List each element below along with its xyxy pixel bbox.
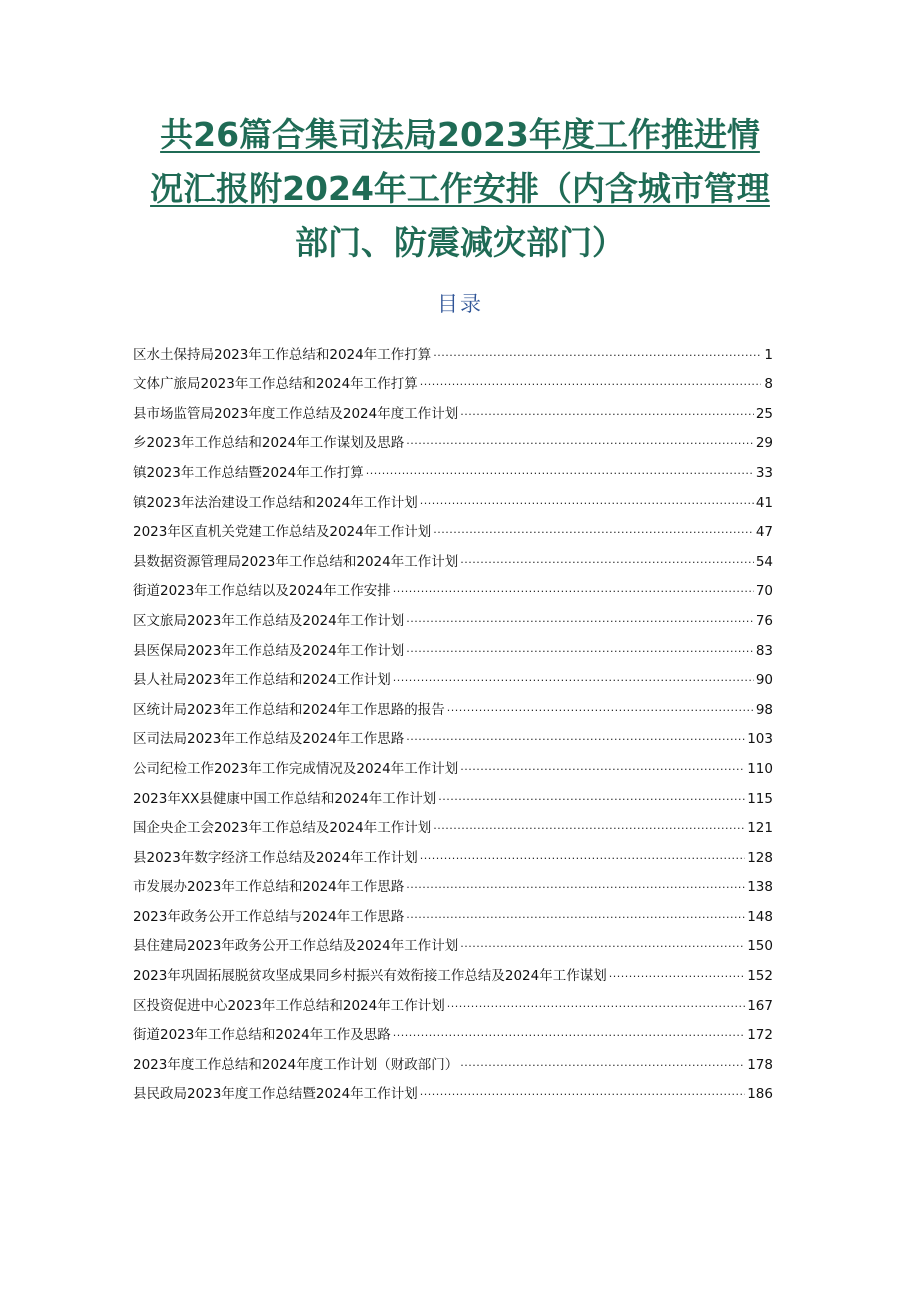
title-line-2: 况汇报附2024年工作安排（内含城市管理 — [150, 169, 770, 208]
toc-entry[interactable] — [133, 659, 773, 689]
toc-entry-title: 公司纪检工作2023年工作完成情况及2024年工作计划 — [133, 760, 459, 777]
toc-entry-title: 区司法局2023年工作总结及2024年工作思路 — [133, 731, 405, 748]
toc-entry[interactable] — [133, 777, 773, 807]
toc-leader-dots — [447, 699, 754, 717]
toc-entry[interactable] — [133, 747, 773, 777]
toc-entry[interactable] — [133, 866, 773, 896]
toc-entry-page-number: 25 — [755, 405, 773, 422]
toc-entry-page-number: 1 — [764, 346, 773, 363]
toc-entry-page-number: 167 — [747, 997, 773, 1014]
toc-entry-title: 乡2023年工作总结和2024年工作谋划及思路 — [133, 435, 405, 452]
toc-entry[interactable] — [133, 1014, 773, 1044]
toc-entry[interactable] — [133, 481, 773, 511]
toc-entry-title: 街道2023年工作总结以及2024年工作安排 — [133, 583, 391, 600]
toc-leader-dots — [420, 1083, 746, 1101]
toc-entry-page-number: 76 — [755, 612, 773, 629]
toc-entry[interactable] — [133, 718, 773, 748]
toc-leader-dots — [460, 935, 745, 953]
toc-entry[interactable] — [133, 540, 773, 570]
toc-leader-dots — [406, 610, 754, 628]
title-line-1: 共26篇合集司法局2023年度工作推进情 — [160, 115, 760, 154]
toc-entry[interactable] — [133, 333, 773, 363]
toc-entry[interactable] — [133, 363, 773, 393]
toc-entry-page-number: 70 — [755, 583, 773, 600]
toc-entry[interactable] — [133, 511, 773, 541]
toc-entry-title: 县2023年数字经济工作总结及2024年工作计划 — [133, 849, 418, 866]
toc-entry-page-number: 148 — [747, 908, 773, 925]
toc-entry-page-number: 128 — [747, 849, 773, 866]
toc-leader-dots — [393, 669, 754, 687]
toc-entry-title: 市发展办2023年工作总结和2024年工作思路 — [133, 879, 405, 896]
toc-leader-dots — [609, 965, 746, 983]
toc-leader-dots — [366, 462, 754, 480]
toc-entry-title: 2023年XX县健康中国工作总结和2024年工作计划 — [133, 790, 437, 807]
toc-leader-dots — [406, 432, 754, 450]
toc-entry[interactable] — [133, 422, 773, 452]
toc-entry-title: 2023年度工作总结和2024年度工作计划（财政部门） — [133, 1056, 459, 1073]
toc-entry[interactable] — [133, 807, 773, 837]
toc-leader-dots — [393, 580, 754, 598]
toc-leader-dots — [460, 758, 745, 776]
toc-entry-page-number: 54 — [755, 553, 773, 570]
toc-entry[interactable] — [133, 984, 773, 1014]
toc-leader-dots — [433, 344, 761, 362]
toc-entry-title: 区投资促进中心2023年工作总结和2024年工作计划 — [133, 997, 445, 1014]
toc-leader-dots — [406, 876, 745, 894]
toc-leader-dots — [433, 817, 745, 835]
toc-entry[interactable] — [133, 599, 773, 629]
toc-entry-title: 县医保局2023年工作总结及2024年工作计划 — [133, 642, 405, 659]
toc-entry-page-number: 172 — [747, 1027, 773, 1044]
toc-entry-page-number: 103 — [747, 731, 773, 748]
toc-entry-title: 2023年区直机关党建工作总结及2024年工作计划 — [133, 524, 432, 541]
toc-entry-page-number: 150 — [747, 938, 773, 955]
toc-entry-title: 县人社局2023年工作总结和2024工作计划 — [133, 672, 391, 689]
toc-entry-page-number: 47 — [755, 524, 773, 541]
toc-leader-dots — [420, 847, 746, 865]
toc-entry[interactable] — [133, 836, 773, 866]
toc-entry[interactable] — [133, 954, 773, 984]
toc-leader-dots — [460, 551, 754, 569]
document-title — [130, 108, 790, 270]
toc-entry-page-number: 83 — [755, 642, 773, 659]
toc-entry[interactable] — [133, 688, 773, 718]
toc-entry-title: 县住建局2023年政务公开工作总结及2024年工作计划 — [133, 938, 459, 955]
toc-entry[interactable] — [133, 392, 773, 422]
toc-entry[interactable] — [133, 1073, 773, 1103]
toc-leader-dots — [406, 728, 745, 746]
toc-entry-page-number: 90 — [755, 672, 773, 689]
toc-entry-title: 县数据资源管理局2023年工作总结和2024年工作计划 — [133, 553, 459, 570]
toc-entry-title: 区统计局2023年工作总结和2024年工作思路的报告 — [133, 701, 445, 718]
toc-leader-dots — [460, 1054, 745, 1072]
toc-entry-page-number: 29 — [755, 435, 773, 452]
toc-leader-dots — [420, 492, 754, 510]
toc-entry-page-number: 138 — [747, 879, 773, 896]
toc-leader-dots — [406, 906, 745, 924]
toc-entry-page-number: 98 — [755, 701, 773, 718]
toc-leader-dots — [433, 521, 754, 539]
toc-entry-title: 镇2023年工作总结暨2024年工作打算 — [133, 464, 364, 481]
toc-entry-page-number: 152 — [747, 968, 773, 985]
toc-entry-page-number: 33 — [755, 464, 773, 481]
toc-entry-page-number: 110 — [747, 760, 773, 777]
toc-entry-title: 县市场监管局2023年度工作总结及2024年度工作计划 — [133, 405, 459, 422]
toc-entry[interactable] — [133, 570, 773, 600]
toc-entry[interactable] — [133, 1043, 773, 1073]
toc-entry-page-number: 41 — [755, 494, 773, 511]
toc-leader-dots — [438, 788, 745, 806]
toc-entry[interactable] — [133, 451, 773, 481]
toc-entry-title: 2023年巩固拓展脱贫攻坚成果同乡村振兴有效衔接工作总结及2024年工作谋划 — [133, 968, 607, 985]
toc-entry[interactable] — [133, 895, 773, 925]
toc-entry-page-number: 115 — [747, 790, 773, 807]
toc-entry-page-number: 121 — [747, 820, 773, 837]
title-line-3: 部门、防震减灾部门） — [295, 223, 625, 262]
toc-entry-page-number: 8 — [764, 376, 773, 393]
toc-entry-title: 镇2023年法治建设工作总结和2024年工作计划 — [133, 494, 418, 511]
toc-entry-title: 2023年政务公开工作总结与2024年工作思路 — [133, 908, 405, 925]
toc-leader-dots — [447, 995, 746, 1013]
toc-heading: 目录 — [437, 292, 483, 316]
toc-entry-page-number: 178 — [747, 1056, 773, 1073]
toc-leader-dots — [406, 640, 754, 658]
toc-entry-title: 街道2023年工作总结和2024年工作及思路 — [133, 1027, 391, 1044]
toc-entry[interactable] — [133, 629, 773, 659]
toc-entry-title: 文体广旅局2023年工作总结和2024年工作打算 — [133, 376, 418, 393]
toc-leader-dots — [460, 403, 754, 421]
toc-leader-dots — [393, 1024, 746, 1042]
toc-entry-title: 国企央企工会2023年工作总结及2024年工作计划 — [133, 820, 432, 837]
toc-entry[interactable] — [133, 925, 773, 955]
toc-entry-title: 县民政局2023年度工作总结暨2024年工作计划 — [133, 1086, 418, 1103]
toc-entry-title: 区水土保持局2023年工作总结和2024年工作打算 — [133, 346, 432, 363]
toc-entry-title: 区文旅局2023年工作总结及2024年工作计划 — [133, 612, 405, 629]
toc-entry-page-number: 186 — [747, 1086, 773, 1103]
toc-leader-dots — [420, 373, 761, 391]
table-of-contents — [133, 333, 773, 1102]
